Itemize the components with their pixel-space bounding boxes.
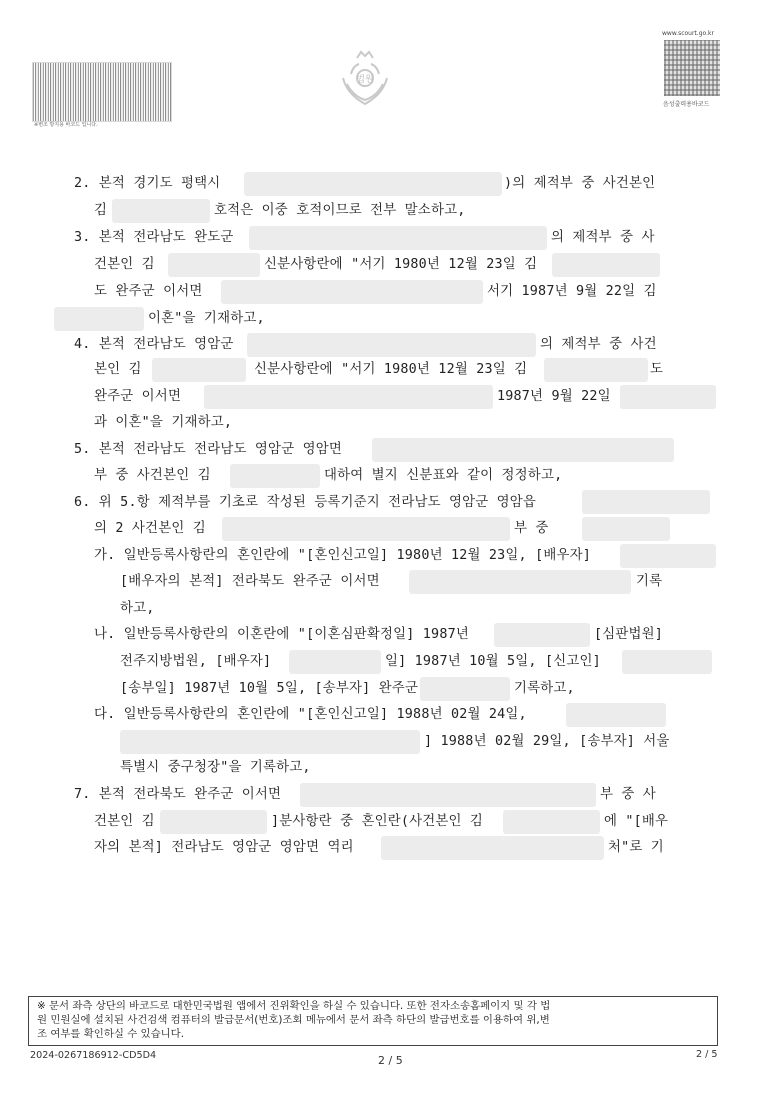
item-6-da-line-1: 다. 일반등록사항란의 혼인란에 "[혼인신고일] 1988년 02월 24일,: [94, 707, 527, 722]
item-4-line-2c: 도: [650, 362, 664, 377]
redaction: [222, 517, 510, 541]
item-7-line-2b: ]분사항란 중 혼인란(사건본인 김: [271, 814, 484, 829]
item-6-ga-line-3: 하고,: [120, 601, 155, 616]
item-4-line-4: 과 이혼"을 기재하고,: [94, 415, 233, 430]
redaction: [120, 730, 420, 754]
page-number: 2 / 5: [378, 1054, 403, 1067]
notice-line-1: ※ 문서 좌측 상단의 바코드로 대한민국법원 앱에서 진위확인을 하실 수 있습니다. 또한 전자소송홈페이지 및 각 법: [37, 1000, 551, 1012]
item-6-na-line-2b: 일] 1987년 10월 5일, [신고인]: [385, 654, 601, 669]
court-seal-icon: [333, 44, 397, 108]
item-3-line-3b: 서기 1987년 9월 22일 김: [487, 284, 657, 299]
redaction: [204, 385, 493, 409]
notice-line-2: 원 민원실에 설치된 사건검색 컴퓨터의 발급문서(번호)조회 메뉴에서 문서 좌측 하단의 발급번호를 이용하여 위,변: [37, 1014, 550, 1026]
redaction: [420, 677, 510, 701]
notice-line-3: 조 여부를 확인하실 수 있습니다.: [37, 1028, 184, 1040]
svg-text:법원: 법원: [356, 75, 374, 85]
item-6-na-line-1a: 나. 일반등록사항란의 이혼란에 "[이혼심판확정일] 1987년: [94, 627, 469, 642]
redaction: [494, 623, 590, 647]
verification-notice: [28, 996, 718, 1046]
redaction: [221, 280, 483, 304]
item-3-line-1a: 3. 본적 전라남도 완도군: [74, 230, 234, 245]
redaction: [552, 253, 660, 277]
redaction: [503, 810, 600, 834]
redaction: [249, 226, 547, 250]
redaction: [622, 650, 712, 674]
item-2-line-1a: 2. 본적 경기도 평택시: [74, 176, 221, 191]
item-6-na-line-3b: 기록하고,: [514, 681, 575, 696]
item-4-line-1b: 의 제적부 중 사건: [540, 337, 657, 352]
item-6-ga-line-2a: [배우자의 본적] 전라북도 완주군 이서면: [120, 574, 380, 589]
redaction: [566, 703, 666, 727]
redaction: [289, 650, 381, 674]
redaction: [582, 517, 670, 541]
redaction: [230, 464, 320, 488]
issue-number: 2024-0267186912-CD5D4: [30, 1050, 157, 1061]
item-5-line-1: 5. 본적 전라남도 전라남도 영암군 영암면: [74, 442, 342, 457]
redaction: [168, 253, 260, 277]
item-7-line-3b: 처"로 기: [608, 840, 664, 855]
redaction: [620, 385, 716, 409]
item-6-na-line-3a: [송부일] 1987년 10월 5일, [송부자] 완주군: [120, 681, 419, 696]
item-7-line-1b: 부 중 사: [600, 787, 656, 802]
page-number-right: 2 / 5: [696, 1049, 718, 1060]
item-4-line-3b: 1987년 9월 22일: [497, 389, 611, 404]
item-2-line-1b: )의 제적부 중 사건본인: [504, 176, 656, 191]
item-4-line-3a: 완주군 이서면: [94, 389, 182, 404]
item-3-line-2b: 신분사항란에 "서기 1980년 12월 23일 김: [264, 257, 538, 272]
redaction: [620, 544, 716, 568]
redaction: [160, 810, 267, 834]
redaction: [544, 358, 648, 382]
qr-url: www.scourt.go.kr: [662, 30, 714, 37]
item-6-line-2b: 부 중: [514, 521, 549, 536]
item-4-line-2a: 본인 김: [94, 362, 142, 377]
redaction: [152, 358, 246, 382]
item-6-da-line-3: 특별시 중구청장"을 기록하고,: [120, 760, 311, 775]
redaction: [112, 199, 210, 223]
item-4-line-2b: 신분사항란에 "서기 1980년 12월 23일 김: [254, 362, 528, 377]
item-6-line-2a: 의 2 사건본인 김: [94, 521, 206, 536]
redaction: [381, 836, 604, 860]
item-3-line-1b: 의 제적부 중 사: [551, 230, 655, 245]
redaction: [409, 570, 631, 594]
redaction: [582, 490, 710, 514]
item-4-line-1a: 4. 본적 전라남도 영암군: [74, 337, 234, 352]
item-6-da-line-2: ] 1988년 02월 29일, [송부자] 서울: [424, 734, 670, 749]
item-6-na-line-2a: 전주지방법원, [배우자]: [120, 654, 272, 669]
item-6-ga-line-1: 가. 일반등록사항란의 혼인란에 "[혼인신고일] 1980년 12월 23일, [배우자]: [94, 548, 592, 563]
item-5-line-2a: 부 중 사건본인 김: [94, 468, 211, 483]
item-3-line-4: 이혼"을 기재하고,: [148, 311, 265, 326]
redaction: [372, 438, 674, 462]
item-5-line-2b: 대하여 별지 신분표와 같이 정정하고,: [324, 468, 563, 483]
item-3-line-3a: 도 완주군 이서면: [94, 284, 203, 299]
redaction: [244, 172, 502, 196]
item-6-na-line-1b: [심판법원]: [594, 627, 664, 642]
item-6-line-1: 6. 위 5.항 제적부를 기초로 작성된 등록기준지 전라남도 영암군 영암읍: [74, 495, 537, 510]
redaction: [247, 333, 536, 357]
item-2-line-2b: 호적은 이중 호적이므로 전부 말소하고,: [214, 203, 466, 218]
item-7-line-2c: 에 "[배우: [604, 814, 669, 829]
item-7-line-3a: 자의 본적] 전라남도 영암군 영암면 역리: [94, 840, 354, 855]
redaction: [54, 307, 144, 331]
item-2-line-2a: 김: [94, 203, 108, 218]
item-7-line-2a: 건본인 김: [94, 814, 155, 829]
voice-output-barcode: [664, 40, 720, 96]
qr-caption: 음성출력용바코드: [663, 101, 710, 108]
barcode-caption: ※변조 방지용 바코드 입니다.: [34, 122, 98, 128]
item-7-line-1a: 7. 본적 전라북도 완주군 이서면: [74, 787, 282, 802]
item-6-ga-line-2b: 기록: [636, 574, 663, 589]
redaction: [300, 783, 596, 807]
anti-forgery-barcode: [32, 62, 172, 122]
item-3-line-2a: 건본인 김: [94, 257, 155, 272]
